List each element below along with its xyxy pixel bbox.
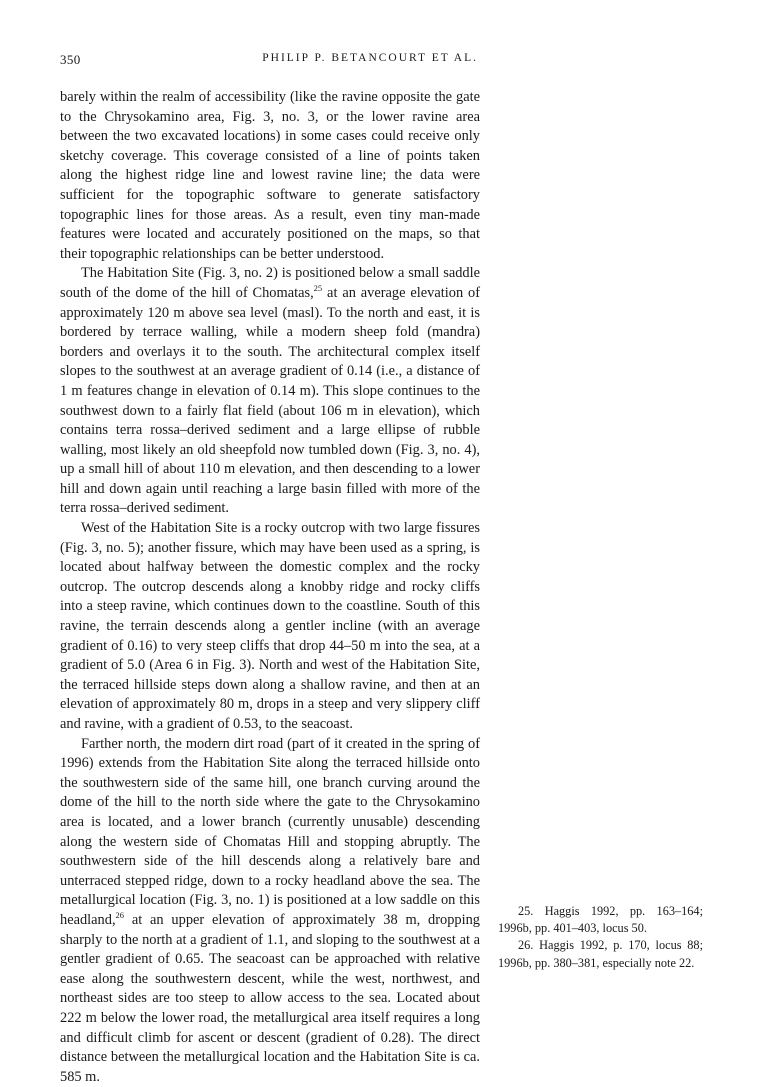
paragraph-text: at an average elevation of approximately 120 m above sea level (masl). To the north and east, it is bordered by terrace walling, while a modern sheep fold (mandra) borders and overlays it to the south. The architectural complex itself slopes to the southwest at an average gradient of 0.14 (i.e., a distance of 1 m features change in elevation of 0.14 m). This slope continues to the southwest down to a fairly flat field (about 106 m in elevation), which contains terra rossa–derived sediment and a large ellipse of rubble walling, most likely an old sheepfold now tumbled down (Fig. 3, no. 4), up a small hill of about 110 m elevation, and then descending to a lower hill and down again until reaching a large basin filled with more of the terra rossa–derived sediment. xyxy=(60,284,481,517)
paragraph-text: at an upper elevation of approximately 38 m, dropping sharply to the north at a gradient of 1.1, and sloping to the southwest at a gentler gradient of 0.65. The seacoast can be approached with relative ease along the southwestern descent, while the west, northwest, and northeast sides are too steep to allow access to the sea. Located about 222 m below the lower road, the metallurgical area itself requires a long and difficult climb for ascent or descent (gradient of 0.28). The direct distance between the metallurgical location and the Habitation Site is ca. 585 m. xyxy=(60,911,480,1085)
paragraph-text: West of the Habitation Site is a rocky outcrop with two large fissures (Fig. 3, no. 5); another fissure, which may have been used as a spring, is located about halfway between the domestic complex and the rocky outcrop. The outcrop descends along a knobby ridge and rocky cliffs into a steep ravine, which continues down to the coastline. South of this ravine, the terrain descends along a gentler incline (with an average gradient of 0.16) to very steep cliffs that drop 44–50 m into the sea, at a gradient of 5.0 (Area 6 in Fig. 3). North and west of the Habitation Site, the terraced hillside steps down along a shallow ravine, and then at an elevation of approximately 80 m, drops in a steep and very slippery cliff and ravine, with a gradient of 0.53, to the seacoast. xyxy=(60,520,480,732)
paragraph-text: The Habitation Site (Fig. 3, no. 2) is positioned below a small saddle south of the dome of the hill of Chomatas, xyxy=(60,265,480,301)
paragraph-text: Farther north, the modern dirt road (part of it created in the spring of 1996) extends from the Habitation Site along the terraced hillside onto the southwestern side of the same hill, one branch curving around the dome of the hill to the north side where the gate to the Chrysokamino area is located, and a lower branch (currently unusable) descending along the western side of Chomatas Hill and stopping abruptly. The southwestern side of the hill descends along a relatively bare and unterraced stepped ridge, down to a rocky headland above the sea. The metallurgical location (Fig. 3, no. 1) is positioned at a low saddle on this headland, xyxy=(60,735,480,928)
running-title: PHILIP P. BETANCOURT ET AL. xyxy=(262,52,478,64)
body-paragraph xyxy=(60,264,480,519)
footnote-ref: 26 xyxy=(115,909,125,920)
footnote-26: 26. Haggis 1992, p. 170, locus 88; 1996b, pp. 380–381, especially note 22. xyxy=(498,938,703,970)
footnotes xyxy=(498,903,703,972)
paragraph-text: barely within the realm of accessibility (like the ravine opposite the gate to the Chrysokamino area, Fig. 3, no. 3, or the lower ravine area between the two excavated locations) in some cases could receive only sketchy coverage. This coverage consisted of a line of points taken along the highest ridge line and lowest ravine line; the data were sufficient for the topographic software to generate satisfactory topographic lines for those areas. As a result, even tiny man-made features were located and accurately positioned on the maps, so that their topographic relationships can be better understood. xyxy=(60,89,480,262)
body-text xyxy=(60,88,480,1087)
footnote-25: 25. Haggis 1992, pp. 163–164; 1996b, pp. 401–403, locus 50. xyxy=(498,904,703,936)
body-paragraph xyxy=(60,735,480,1087)
page-number: 350 xyxy=(60,52,81,67)
body-paragraph xyxy=(60,88,480,264)
body-paragraph xyxy=(60,519,480,735)
footnote-ref: 25 xyxy=(313,282,323,293)
